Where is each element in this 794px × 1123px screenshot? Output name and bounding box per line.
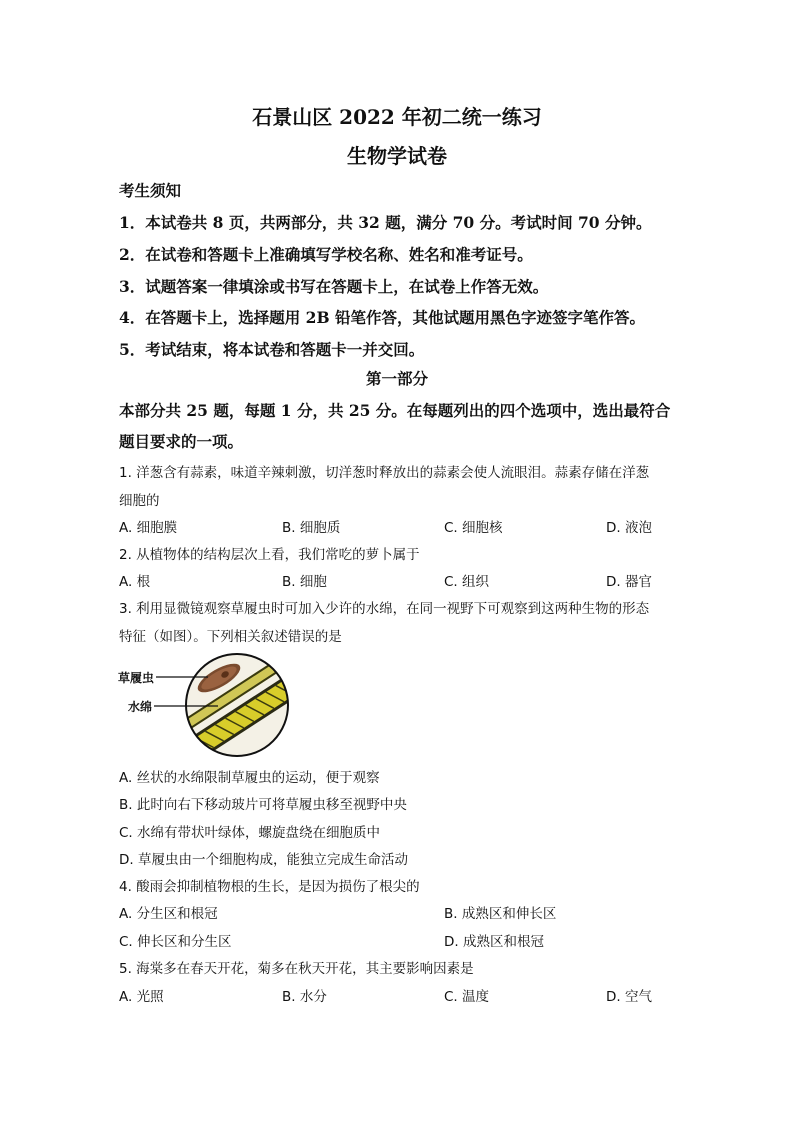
notice-item: 2．在试卷和答题卡上准确填写学校名称、姓名和准考证号。 <box>119 245 533 264</box>
question-5-option-b[interactable]: B. 水分 <box>282 989 327 1005</box>
question-3-text: 3. 利用显微镜观察草履虫时可加入少许的水绵，在同一视野下可观察到这两种生物的形态 <box>119 601 650 617</box>
question-1-option-b[interactable]: B. 细胞质 <box>282 520 341 536</box>
figure-label-spirogyra: 水绵 <box>128 700 153 714</box>
question-5-option-a[interactable]: A. 光照 <box>119 989 164 1005</box>
microscope-figure <box>116 652 292 758</box>
notice-heading: 考生须知 <box>119 181 182 200</box>
question-4-option-d[interactable]: D. 成熟区和根冠 <box>444 934 544 950</box>
question-2-text: 2. 从植物体的结构层次上看，我们常吃的萝卜属于 <box>119 547 420 563</box>
microscope-field-view <box>156 652 292 758</box>
figure-label-paramecium: 草履虫 <box>118 671 155 685</box>
question-2-option-b[interactable]: B. 细胞 <box>282 574 327 590</box>
question-4-option-b[interactable]: B. 成熟区和伸长区 <box>444 906 557 922</box>
notice-item: 4．在答题卡上，选择题用 2B 铅笔作答，其他试题用黑色字迹签字笔作答。 <box>119 308 645 327</box>
question-4-option-c[interactable]: C. 伸长区和分生区 <box>119 934 232 950</box>
notice-item: 3．试题答案一律填涂或书写在答题卡上，在试卷上作答无效。 <box>119 277 549 296</box>
notice-item: 1．本试卷共 8 页，共两部分，共 32 题，满分 70 分。考试时间 70 分钟。 <box>119 213 652 232</box>
part-title: 第一部分 <box>365 369 428 388</box>
question-3-option-c[interactable]: C. 水绵有带状叶绿体，螺旋盘绕在细胞质中 <box>119 825 381 841</box>
page-title: 石景山区 2022 年初二统一练习 <box>252 105 542 129</box>
question-5-option-d[interactable]: D. 空气 <box>606 989 652 1005</box>
question-1-text: 1. 洋葱含有蒜素，味道辛辣刺激，切洋葱时释放出的蒜素会使人流眼泪。蒜素存储在洋葱 <box>119 465 650 481</box>
page-subtitle: 生物学试卷 <box>347 144 447 168</box>
question-1-option-a[interactable]: A. 细胞膜 <box>119 520 178 536</box>
question-3-option-a[interactable]: A. 丝状的水绵限制草履虫的运动，便于观察 <box>119 770 380 786</box>
question-3-option-d[interactable]: D. 草履虫由一个细胞构成，能独立完成生命活动 <box>119 852 408 868</box>
part-instructions: 题目要求的一项。 <box>119 432 244 451</box>
question-4-option-a[interactable]: A. 分生区和根冠 <box>119 906 218 922</box>
question-4-text: 4. 酸雨会抑制植物根的生长，是因为损伤了根尖的 <box>119 879 420 895</box>
part-instructions: 本部分共 25 题，每题 1 分，共 25 分。在每题列出的四个选项中，选出最符合 <box>119 401 671 420</box>
question-2-option-d[interactable]: D. 器官 <box>606 574 652 590</box>
question-5-text: 5. 海棠多在春天开花，菊多在秋天开花，其主要影响因素是 <box>119 961 474 977</box>
notice-item: 5．考试结束，将本试卷和答题卡一并交回。 <box>119 340 425 359</box>
question-2-option-c[interactable]: C. 组织 <box>444 574 490 590</box>
question-3-text: 特征（如图）。下列相关叙述错误的是 <box>119 629 342 645</box>
question-1-text: 细胞的 <box>119 493 160 509</box>
question-3-option-b[interactable]: B. 此时向右下移动玻片可将草履虫移至视野中央 <box>119 797 407 813</box>
question-1-option-c[interactable]: C. 细胞核 <box>444 520 503 536</box>
question-5-option-c[interactable]: C. 温度 <box>444 989 490 1005</box>
question-2-option-a[interactable]: A. 根 <box>119 574 151 590</box>
question-1-option-d[interactable]: D. 液泡 <box>606 520 652 536</box>
